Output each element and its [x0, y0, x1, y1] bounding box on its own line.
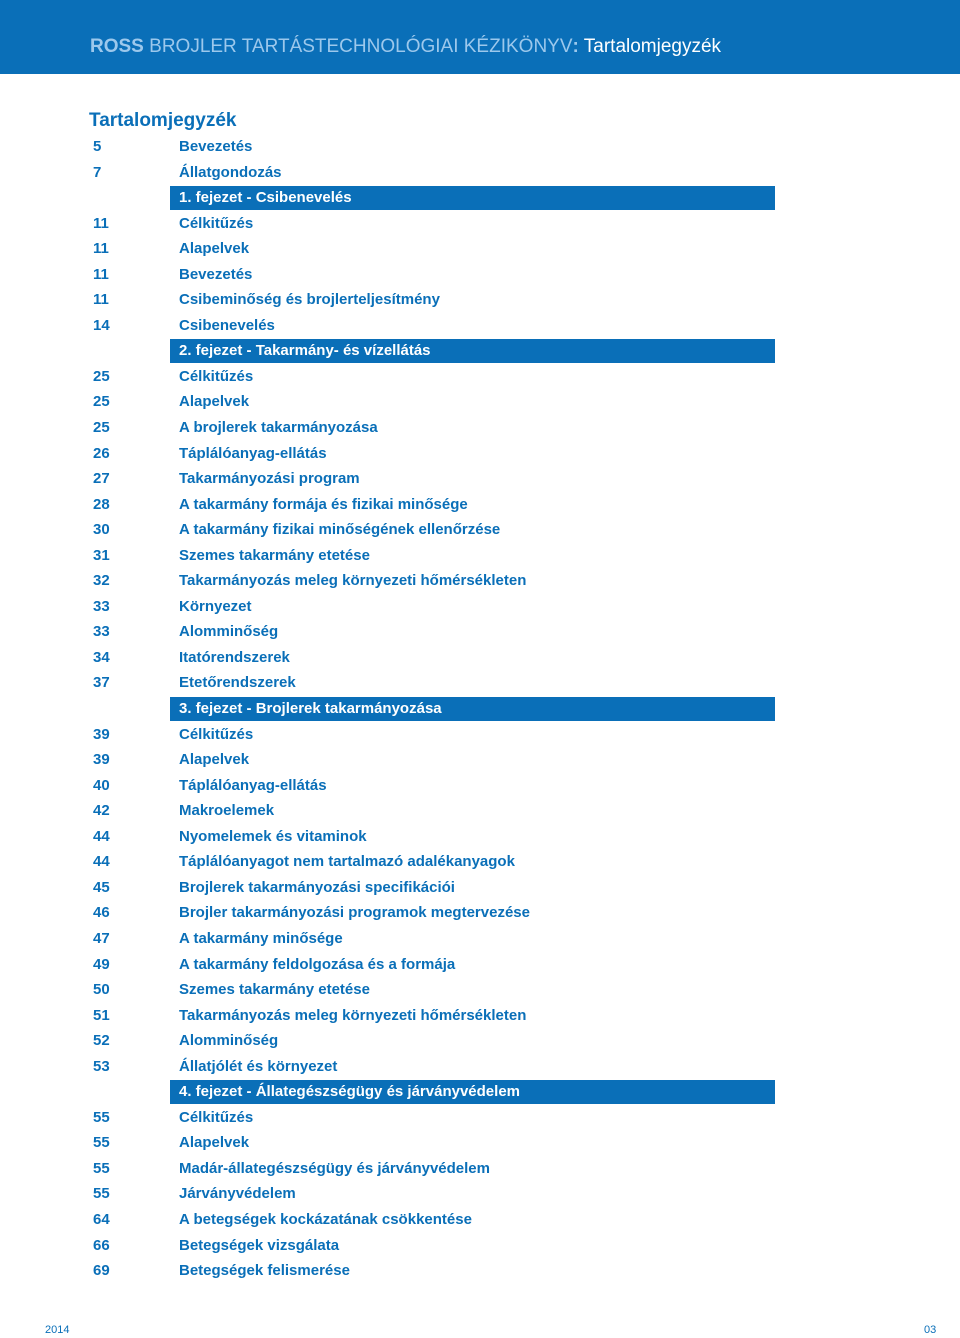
toc-entry-title: Takarmányozás meleg környezeti hőmérsékleten	[179, 572, 527, 590]
toc-entry-title: Táplálóanyag-ellátás	[179, 444, 327, 462]
toc-entry-title: A takarmány feldolgozása és a formája	[179, 955, 456, 973]
footer-page-number: 03	[924, 1324, 937, 1336]
toc-page-number: 45	[93, 878, 110, 896]
toc-entry-title: Alapelvek	[179, 393, 250, 411]
toc-entry-title: Táplálóanyag-ellátás	[179, 776, 327, 794]
toc-page-number: 14	[93, 316, 110, 334]
toc-entry-title: A takarmány fizikai minőségének ellenőrzése	[179, 521, 501, 539]
header-subtitle: BROJLER TARTÁSTECHNOLÓGIAI KÉZIKÖNYV	[149, 36, 573, 57]
toc-page-number: 30	[93, 521, 110, 539]
toc-page-number: 28	[93, 495, 110, 513]
toc-entry-title: Környezet	[179, 597, 252, 615]
toc-entry	[0, 1003, 960, 1029]
toc-entry-title: Szemes takarmány etetése	[179, 546, 370, 564]
toc-page-number: 52	[93, 1032, 110, 1050]
chapter-title: 4. fejezet - Állategészségügy és járványvédelem	[179, 1083, 520, 1101]
toc-entry	[0, 645, 960, 671]
toc-page-number: 11	[93, 291, 109, 309]
toc-entry	[0, 543, 960, 569]
toc-entry	[0, 492, 960, 518]
header-colon: :	[572, 36, 579, 57]
toc-entry	[0, 364, 960, 390]
toc-entry-title: Brojlerek takarmányozási specifikációi	[179, 878, 455, 896]
toc-entry	[0, 619, 960, 645]
toc-entry	[0, 415, 960, 441]
toc-page-number: 25	[93, 419, 110, 437]
toc-entry	[0, 670, 960, 696]
toc-page-number: 25	[93, 367, 110, 385]
toc-chapter-header	[0, 696, 960, 722]
toc-heading: Tartalomjegyzék	[89, 110, 237, 131]
toc-page-number: 11	[93, 240, 109, 258]
toc-page-number: 11	[93, 214, 109, 232]
toc-entry-title: Alapelvek	[179, 1134, 250, 1152]
toc-page-number: 55	[93, 1185, 110, 1203]
toc-entry	[0, 134, 960, 160]
toc-page-number: 55	[93, 1134, 110, 1152]
toc-page-number: 55	[93, 1108, 110, 1126]
toc-entry	[0, 798, 960, 824]
toc-page-number: 33	[93, 597, 110, 615]
chapter-title: 1. fejezet - Csibenevelés	[179, 189, 352, 207]
toc-entry-title: Takarmányozás meleg környezeti hőmérsékleten	[179, 1006, 527, 1024]
toc-page-number: 39	[93, 725, 110, 743]
toc-entry-title: A takarmány minősége	[179, 929, 343, 947]
toc-entry-title: Állatjólét és környezet	[179, 1057, 338, 1075]
toc-entry	[0, 1054, 960, 1080]
toc-page-number: 47	[93, 929, 110, 947]
toc-page-number: 51	[93, 1006, 110, 1024]
header-title	[90, 36, 721, 58]
toc-page-number: 69	[93, 1262, 110, 1280]
toc-entry	[0, 236, 960, 262]
toc-chapter-header	[0, 1079, 960, 1105]
toc-entry	[0, 1233, 960, 1259]
toc-entry-title: Alomminőség	[179, 1032, 279, 1050]
toc-entry	[0, 466, 960, 492]
toc-entry-title: Állatgondozás	[179, 163, 282, 181]
toc-entry	[0, 313, 960, 339]
toc-page-number: 27	[93, 470, 110, 488]
toc-page-number: 44	[93, 853, 110, 871]
toc-entry-title: Bevezetés	[179, 138, 253, 155]
toc-page-number: 42	[93, 802, 110, 820]
toc-entry-title: Járványvédelem	[179, 1185, 296, 1203]
header-brand: ROSS	[90, 36, 144, 57]
chapter-title: 3. fejezet - Brojlerek takarmányozása	[179, 700, 442, 718]
toc-entry	[0, 926, 960, 952]
toc-page-number: 44	[93, 827, 110, 845]
toc-entry	[0, 568, 960, 594]
toc-entry-title: Alomminőség	[179, 623, 279, 641]
toc-page-number: 49	[93, 955, 110, 973]
toc-entry	[0, 262, 960, 288]
toc-page-number: 37	[93, 674, 110, 692]
toc-entry	[0, 1156, 960, 1182]
toc-entry-title: Bevezetés	[179, 265, 253, 283]
chapter-title: 2. fejezet - Takarmány- és vízellátás	[179, 342, 431, 360]
toc-entry	[0, 1105, 960, 1131]
toc-entry	[0, 389, 960, 415]
toc-entry-title: Betegségek felismerése	[179, 1262, 350, 1280]
toc-list	[0, 134, 960, 1284]
toc-entry-title: Célkitűzés	[179, 725, 254, 743]
toc-entry	[0, 160, 960, 186]
toc-entry-title: Szemes takarmány etetése	[179, 981, 370, 999]
toc-entry	[0, 1181, 960, 1207]
toc-page-number: 7	[93, 163, 102, 181]
toc-page-number: 32	[93, 572, 110, 590]
toc-entry	[0, 824, 960, 850]
toc-entry-title: A takarmány formája és fizikai minősége	[179, 495, 468, 513]
toc-page-number: 11	[93, 265, 109, 283]
toc-entry-title: Táplálóanyagot nem tartalmazó adalékanyagok	[179, 853, 515, 871]
toc-entry-title: Nyomelemek és vitaminok	[179, 827, 367, 845]
toc-entry-title: Madár-állategészségügy és járványvédelem	[179, 1159, 490, 1177]
toc-entry	[0, 517, 960, 543]
toc-page-number: 33	[93, 623, 110, 641]
toc-page-number: 26	[93, 444, 110, 462]
page-header-bar	[0, 0, 960, 74]
toc-page-number: 55	[93, 1159, 110, 1177]
toc-entry-title: Etetőrendszerek	[179, 674, 296, 692]
toc-entry	[0, 211, 960, 237]
toc-page-number: 53	[93, 1057, 110, 1075]
toc-entry	[0, 1258, 960, 1284]
toc-page-number: 25	[93, 393, 110, 411]
toc-entry-title: Célkitűzés	[179, 367, 254, 385]
toc-page-number: 34	[93, 648, 110, 666]
toc-entry	[0, 287, 960, 313]
toc-entry-title: Csibeminőség és brojlerteljesítmény	[179, 291, 440, 309]
toc-entry-title: A betegségek kockázatának csökkentése	[179, 1210, 472, 1228]
toc-entry-title: A brojlerek takarmányozása	[179, 419, 378, 437]
toc-entry	[0, 952, 960, 978]
header-section: Tartalomjegyzék	[583, 36, 722, 57]
toc-page-number: 40	[93, 776, 110, 794]
toc-entry	[0, 977, 960, 1003]
toc-chapter-header	[0, 185, 960, 211]
toc-entry	[0, 849, 960, 875]
toc-entry-title: Takarmányozási program	[179, 470, 360, 488]
toc-entry-title: Itatórendszerek	[179, 648, 290, 666]
toc-entry	[0, 594, 960, 620]
toc-entry	[0, 1130, 960, 1156]
toc-entry	[0, 441, 960, 467]
footer-year: 2014	[45, 1324, 70, 1336]
toc-chapter-header	[0, 338, 960, 364]
toc-entry-title: Célkitűzés	[179, 214, 254, 232]
toc-page-number: 64	[93, 1210, 110, 1228]
toc-entry	[0, 900, 960, 926]
toc-entry-title: Betegségek vizsgálata	[179, 1236, 340, 1254]
toc-entry	[0, 1207, 960, 1233]
toc-page-number: 50	[93, 981, 110, 999]
toc-entry-title: Célkitűzés	[179, 1108, 254, 1126]
toc-entry	[0, 773, 960, 799]
toc-page-number: 5	[93, 138, 102, 155]
toc-entry-title: Csibenevelés	[179, 316, 275, 334]
toc-entry	[0, 1028, 960, 1054]
toc-page-number: 66	[93, 1236, 110, 1254]
toc-entry	[0, 722, 960, 748]
toc-entry-title: Makroelemek	[179, 802, 275, 820]
toc-entry-title: Alapelvek	[179, 240, 250, 258]
toc-entry-title: Brojler takarmányozási programok megtervezése	[179, 904, 530, 922]
toc-page-number: 39	[93, 751, 110, 769]
toc-page-number: 31	[93, 546, 110, 564]
toc-entry	[0, 875, 960, 901]
toc-entry	[0, 747, 960, 773]
toc-page-number: 46	[93, 904, 110, 922]
toc-entry-title: Alapelvek	[179, 751, 250, 769]
